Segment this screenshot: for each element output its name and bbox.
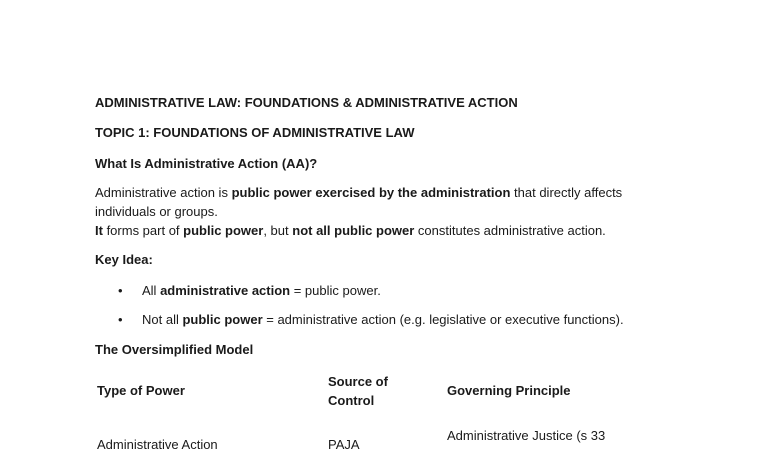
table-header-line: Control [328, 393, 375, 408]
list-item-text: = public power. [290, 283, 381, 298]
list-item-text: Not all [142, 312, 183, 327]
table-header-type: Type of Power [97, 383, 185, 398]
paragraph-text: forms part of [102, 223, 184, 238]
table-header-source [328, 372, 388, 410]
paragraph-emphasis: public power [183, 223, 264, 238]
table-cell: PAJA [328, 437, 360, 452]
list-item-text: = administrative action (e.g. legislative or executive functions). [262, 312, 624, 327]
bullet-icon: • [118, 283, 123, 298]
list-item-emphasis: administrative action [160, 283, 291, 298]
model-heading: The Oversimplified Model [95, 342, 254, 357]
section-heading: What Is Administrative Action (AA)? [95, 156, 318, 171]
list-item [142, 282, 381, 300]
paragraph-line [95, 222, 606, 240]
paragraph-text: constitutes administrative action. [414, 223, 606, 238]
paragraph-text: that directly affects [510, 185, 623, 200]
paragraph-emphasis: It [95, 223, 103, 238]
table-header-line: Source of [328, 374, 388, 389]
table-cell: Administrative Action [97, 437, 218, 452]
list-item-emphasis: public power [182, 312, 263, 327]
bullet-icon: • [118, 312, 123, 327]
key-idea-heading: Key Idea: [95, 252, 153, 267]
topic-title: TOPIC 1: FOUNDATIONS OF ADMINISTRATIVE LAW [95, 125, 415, 140]
table-cell: Administrative Justice (s 33 [447, 428, 606, 443]
paragraph-line [95, 184, 622, 202]
paragraph-text: individuals or groups. [95, 204, 218, 219]
list-item-text: All [142, 283, 161, 298]
table-header-principle: Governing Principle [447, 383, 571, 398]
list-item [142, 311, 624, 329]
document-main-title: ADMINISTRATIVE LAW: FOUNDATIONS & ADMINISTRATIVE ACTION [95, 95, 518, 110]
paragraph-emphasis: not all public power [292, 223, 415, 238]
paragraph-text: , but [263, 223, 293, 238]
paragraph-emphasis: public power exercised by the administration [231, 185, 511, 200]
paragraph-text: Administrative action is [95, 185, 232, 200]
paragraph-line [95, 203, 218, 221]
